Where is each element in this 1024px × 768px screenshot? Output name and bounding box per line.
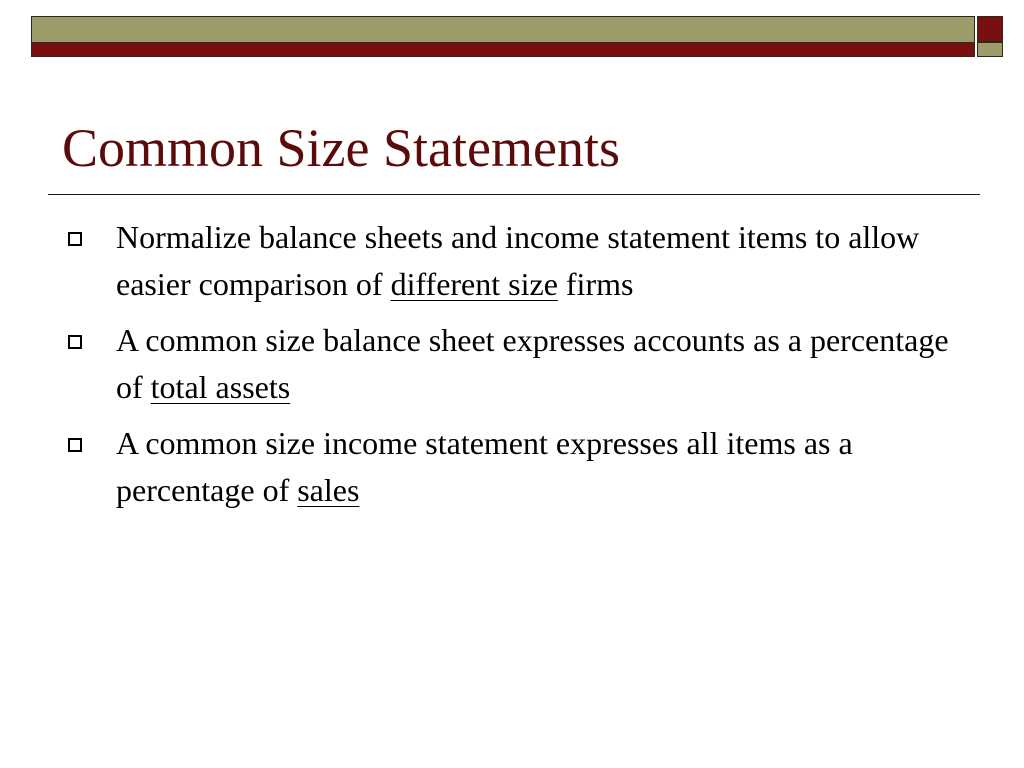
bullet-1-text-after: firms [557, 266, 634, 302]
hollow-square-bullet-icon [68, 232, 82, 246]
bullet-2-text: A common size balance sheet expresses accounts as a percentage of [116, 322, 949, 405]
bullet-2-emphasis: total assets [150, 369, 291, 405]
corner-olive-square [977, 42, 1003, 57]
hollow-square-bullet-icon [68, 438, 82, 452]
header-maroon-stripe [32, 43, 974, 56]
bullet-item-3 [66, 420, 966, 514]
bullet-3-emphasis: sales [297, 472, 360, 508]
bullet-list [66, 214, 966, 523]
bullet-item-2 [66, 317, 966, 411]
header-olive-stripe [32, 17, 974, 43]
slide-title: Common Size Statements [62, 118, 620, 178]
bullet-item-1 [66, 214, 966, 308]
bullet-1-text: Normalize balance sheets and income statement items to allow easier comparison of [116, 219, 920, 302]
corner-maroon-square [977, 16, 1003, 42]
bullet-3-text: A common size income statement expresses all items as a percentage of [116, 425, 853, 508]
title-divider [48, 194, 980, 195]
hollow-square-bullet-icon [68, 335, 82, 349]
header-decorative-bar [31, 16, 975, 57]
bullet-1-emphasis: different size [390, 266, 558, 302]
